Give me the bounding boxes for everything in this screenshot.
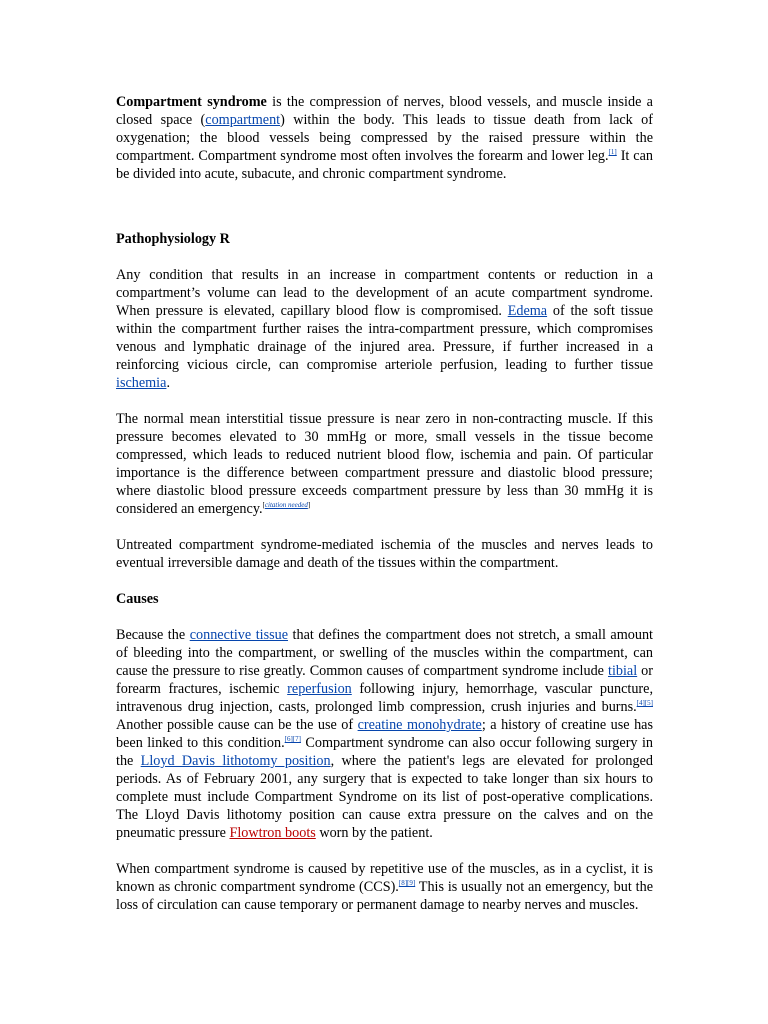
- link-lloyd-davis-lithotomy[interactable]: Lloyd Davis lithotomy position: [140, 753, 331, 769]
- link-creatine-monohydrate[interactable]: creatine monohydrate: [357, 717, 482, 733]
- link-tibial[interactable]: tibial: [608, 663, 638, 679]
- link-ischemia[interactable]: ischemia: [116, 375, 167, 391]
- heading-causes: Causes: [116, 591, 159, 607]
- intro-term: Compartment syndrome: [116, 94, 267, 110]
- citation-needed-link[interactable]: citation needed: [264, 501, 308, 509]
- link-reperfusion[interactable]: reperfusion: [287, 681, 352, 697]
- link-connective-tissue[interactable]: connective tissue: [189, 627, 289, 643]
- link-compartment[interactable]: compartment: [205, 112, 281, 128]
- pathophysiology-paragraph-2: The normal mean interstitial tissue pressure is near zero in non-contracting muscle. If this pressure becomes elevated to 30 mmHg or more, small vessels in the tissue become compressed, which leads to reduced nutrient blood flow, ischemia and pain. Of particular importance is the difference between compartment pressure and diastolic blood pressure; where diastolic blood pressure exceeds compartment pressure by less than 30 mmHg it is considered an emergency.[citation needed]: [116, 411, 653, 517]
- pathophysiology-paragraph-3: Untreated compartment syndrome-mediated ischemia of the muscles and nerves leads to eventual irreversible damage and death of the tissues within the compartment.: [116, 537, 653, 571]
- intro-paragraph: Compartment syndrome is the compression of nerves, blood vessels, and muscle inside a closed space (compartment) within the body. This leads to tissue death from lack of oxygenation; the blood vessels being compressed by the raised pressure within the compartment. Compartment syndrome most often involves the forearm and lower leg.[1] It can be divided into acute, subacute, and chronic compartment syndrome.: [116, 94, 654, 182]
- document-page: [116, 93, 653, 914]
- ref-8-9[interactable]: [8][9]: [398, 879, 416, 887]
- causes-paragraph-2: When compartment syndrome is caused by repetitive use of the muscles, as in a cyclist, it is known as chronic compartment syndrome (CCS).[8][9] This is usually not an emergency, but the loss of circulation can cause temporary or permanent damage to nearby nerves and muscles.: [116, 861, 653, 913]
- ref-6-7[interactable]: [6][7]: [284, 735, 301, 743]
- ref-1[interactable]: [1]: [608, 148, 617, 156]
- link-edema[interactable]: Edema: [507, 303, 548, 319]
- link-flowtron-boots[interactable]: Flowtron boots: [229, 825, 316, 841]
- causes-paragraph-1: Because the connective tissue that defines the compartment does not stretch, a small amount of bleeding into the compartment, or swelling of the muscles within the compartment, can cause the pressure to rise greatly. Common causes of compartment syndrome include tibial or forearm fractures, ischemic reperfusion following injury, hemorrhage, vascular puncture, intravenous drug injection, casts, prolonged limb compression, crush injuries and burns.[4][5] Another possible cause can be the use of creatine monohydrate; a history of creatine use has been linked to this condition.[6][7] Compartment syndrome can also occur following surgery in the Lloyd Davis lithotomy position, where the patient's legs are elevated for prolonged periods. As of February 2001, any surgery that is expected to take longer than six hours to complete must include Compartment Syndrome on its list of post-operative complications. The Lloyd Davis lithotomy position can cause extra pressure on the calves and on the pneumatic pressure Flowtron boots worn by the patient.: [116, 627, 653, 841]
- pathophysiology-paragraph-1: Any condition that results in an increase in compartment contents or reduction in a compartment’s volume can lead to the development of an acute compartment syndrome. When pressure is elevated, capillary blood flow is compromised. Edema of the soft tissue within the compartment further raises the intra-compartment pressure, which compromises venous and lymphatic drainage of the injured area. Pressure, if further increased in a reinforcing vicious circle, can compromise arteriole perfusion, leading to further tissue ischemia.: [116, 267, 653, 391]
- ref-4-5[interactable]: [4][5]: [636, 699, 653, 707]
- heading-pathophysiology: Pathophysiology R: [116, 231, 230, 247]
